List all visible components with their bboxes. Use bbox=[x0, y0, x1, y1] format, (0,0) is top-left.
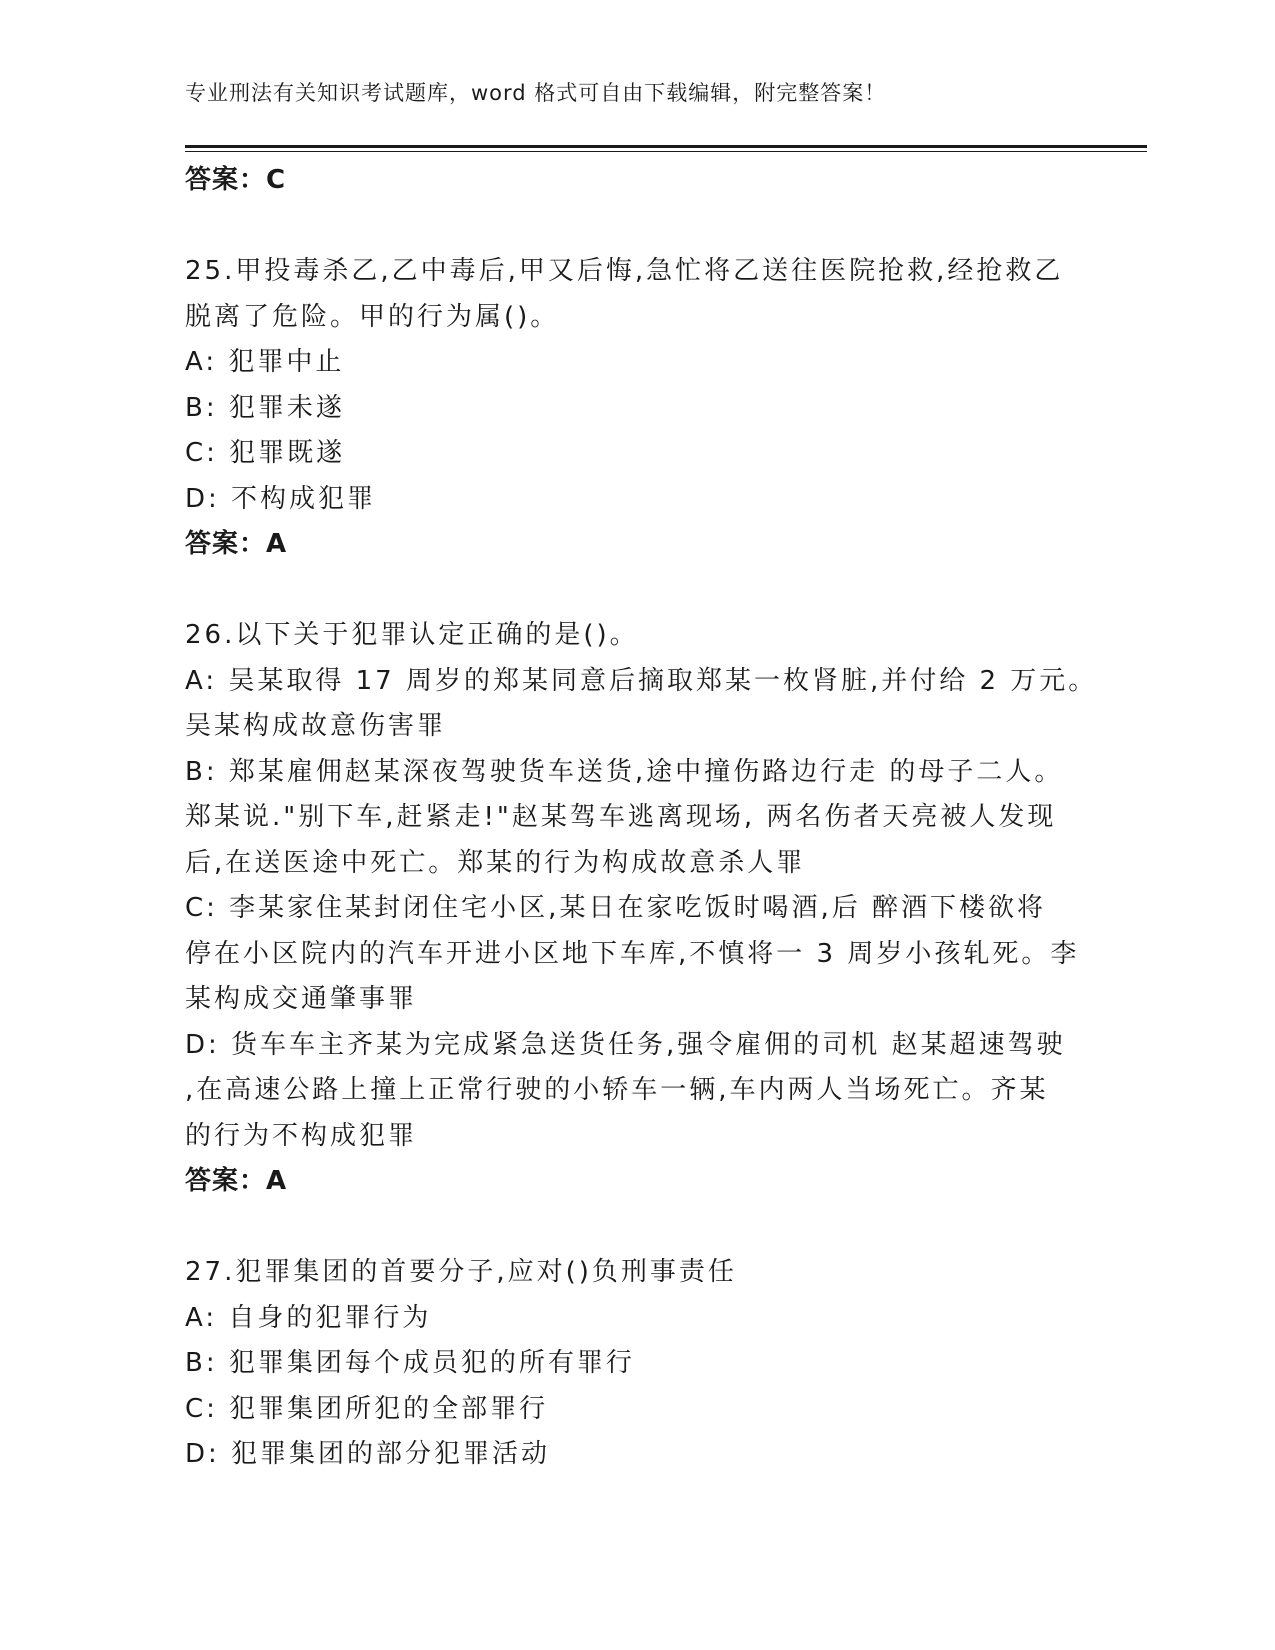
question-27 bbox=[185, 1250, 1085, 1478]
header-rule-thin bbox=[185, 151, 1147, 152]
option-c: C: 犯罪集团所犯的全部罪行 bbox=[185, 1393, 549, 1424]
question-stem-line: 25.甲投毒杀乙,乙中毒后,甲又后悔,急忙将乙送往医院抢救,经抢救乙 bbox=[185, 256, 1064, 286]
question-25 bbox=[185, 249, 1085, 568]
page-content bbox=[185, 158, 1098, 1478]
option-b-continued: 后,在送医途中死亡。郑某的行为构成故意杀人罪 bbox=[185, 847, 806, 878]
option-a: A: 吴某取得 17 周岁的郑某同意后摘取郑某一枚肾脏,并付给 2 万元。 bbox=[185, 665, 1098, 696]
option-d: D: 货车车主齐某为完成紧急送货任务,强令雇佣的司机 赵某超速驾驶 bbox=[185, 1029, 1066, 1060]
option-b: B: 犯罪未遂 bbox=[185, 392, 345, 423]
option-c: C: 犯罪既遂 bbox=[185, 438, 346, 468]
spacer bbox=[185, 204, 1085, 250]
answer: 答案：A bbox=[185, 1166, 288, 1196]
option-d: D: 不构成犯罪 bbox=[185, 483, 377, 514]
option-b: B: 犯罪集团每个成员犯的所有罪行 bbox=[185, 1348, 635, 1378]
option-a-continued: 吴某构成故意伤害罪 bbox=[185, 711, 447, 741]
header-rule-thick bbox=[185, 145, 1147, 148]
option-c-continued: 某构成交通肇事罪 bbox=[185, 984, 418, 1014]
option-d-continued: ,在高速公路上撞上正常行驶的小轿车一辆,车内两人当场死亡。齐某 bbox=[185, 1075, 1049, 1105]
option-c-continued: 停在小区院内的汽车开进小区地下车库,不慎将一 3 周岁小孩轧死。李 bbox=[185, 938, 1080, 969]
option-d-continued: 的行为不构成犯罪 bbox=[185, 1120, 418, 1151]
previous-answer: 答案：C bbox=[185, 165, 287, 195]
option-b: B: 郑某雇佣赵某深夜驾驶货车送货,途中撞伤路边行走 的母子二人。 bbox=[185, 756, 1064, 787]
question-stem-line: 26.以下关于犯罪认定正确的是()。 bbox=[185, 620, 639, 650]
question-stem-line: 脱离了危险。甲的行为属()。 bbox=[185, 301, 560, 332]
page-header: 专业刑法有关知识考试题库，word 格式可自由下载编辑，附完整答案！ bbox=[185, 81, 887, 105]
option-a: A: 自身的犯罪行为 bbox=[185, 1302, 432, 1333]
option-b-continued: 郑某说."别下车,赶紧走!"赵某驾车逃离现场, 两名伤者天亮被人发现 bbox=[185, 802, 1057, 832]
question-stem-line: 27.犯罪集团的首要分子,应对()负刑事责任 bbox=[185, 1257, 737, 1287]
option-c: C: 李某家住某封闭住宅小区,某日在家吃饭时喝酒,后 醉酒下楼欲将 bbox=[185, 893, 1046, 923]
spacer bbox=[185, 1205, 1085, 1251]
answer: 答案：A bbox=[185, 529, 288, 559]
option-d: D: 犯罪集团的部分犯罪活动 bbox=[185, 1439, 551, 1469]
option-a: A: 犯罪中止 bbox=[185, 347, 345, 377]
spacer bbox=[185, 568, 1085, 614]
question-26 bbox=[185, 613, 1098, 1205]
